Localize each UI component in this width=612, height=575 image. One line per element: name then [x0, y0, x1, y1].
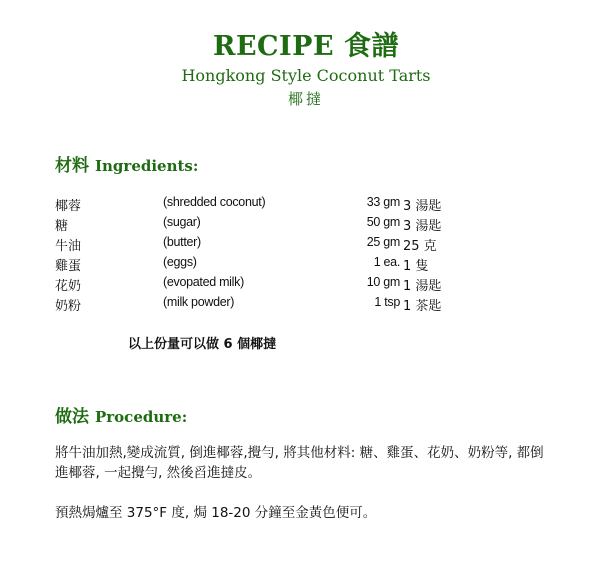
ingredients-heading-zh: 材料 — [55, 156, 89, 176]
ingredient-name: 雞蛋 — [55, 259, 82, 274]
ingredient-spoon-measure: 3 湯匙 — [403, 199, 442, 214]
ingredient-row — [55, 295, 575, 315]
ingredient-description: (eggs) — [163, 255, 197, 269]
ingredients-heading-en: Ingredients: — [95, 157, 199, 175]
procedure-heading-en: Procedure: — [95, 408, 188, 426]
ingredient-name: 椰蓉 — [55, 199, 82, 214]
ingredient-quantity: 50 gm — [366, 215, 400, 229]
ingredient-spoon-measure: 1 隻 — [403, 259, 429, 274]
ingredient-quantity: 1 ea. — [373, 255, 400, 269]
ingredient-description: (evopated milk) — [163, 275, 244, 289]
ingredient-spoon-measure: 25 克 — [403, 239, 437, 254]
procedure-heading-zh: 做法 — [55, 407, 89, 427]
ingredient-quantity: 1 tsp — [374, 295, 400, 309]
ingredient-description: (milk powder) — [163, 295, 235, 309]
ingredient-quantity: 33 gm — [366, 195, 400, 209]
ingredient-name: 糖 — [55, 219, 69, 234]
ingredient-quantity: 25 gm — [366, 235, 400, 249]
ingredient-name: 牛油 — [55, 239, 82, 254]
recipe-name: Hongkong Style Coconut Tarts — [181, 66, 431, 85]
procedure-step-1: 將牛油加熱,變成流質, 倒進椰蓉,攪勻, 將其他材料: 糖、雞蛋、花奶、奶粉等, 都倒進椰蓉, 一起攪勻, 然後舀進撻皮。 — [55, 445, 544, 481]
ingredients-heading — [55, 151, 198, 176]
ingredient-quantity: 10 gm — [366, 275, 400, 289]
ingredient-description: (butter) — [163, 235, 201, 249]
ingredient-row — [55, 255, 575, 275]
ingredient-row — [55, 215, 575, 235]
page-title: RECIPE 食譜 — [213, 31, 399, 62]
procedure-step-2: 預熱焗爐至 375°F 度, 焗 18-20 分鐘至金黃色便可。 — [55, 505, 377, 521]
ingredient-row — [55, 195, 575, 215]
ingredient-row — [55, 235, 575, 255]
procedure-heading — [55, 402, 187, 427]
ingredient-name: 奶粉 — [55, 299, 82, 314]
ingredient-spoon-measure: 3 湯匙 — [403, 219, 442, 234]
yield-note: 以上份量可以做 6 個椰撻 — [128, 337, 277, 352]
ingredient-description: (sugar) — [163, 215, 201, 229]
ingredient-spoon-measure: 1 茶匙 — [403, 299, 442, 314]
ingredient-description: (shredded coconut) — [163, 195, 266, 209]
ingredient-name: 花奶 — [55, 279, 82, 294]
recipe-name-chinese: 椰撻 — [287, 90, 324, 108]
ingredient-spoon-measure: 1 湯匙 — [403, 279, 442, 294]
ingredient-row — [55, 275, 575, 295]
